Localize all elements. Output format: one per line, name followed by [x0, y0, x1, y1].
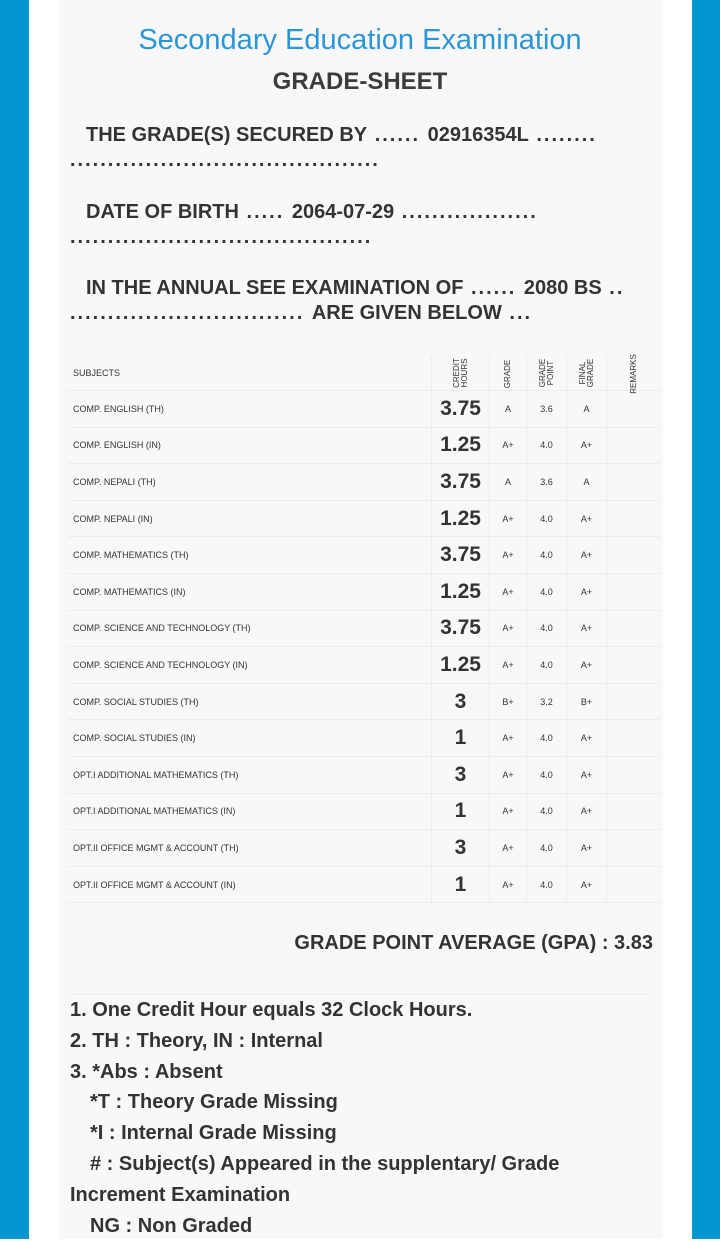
grade-point-cell: 4.0	[527, 500, 567, 537]
remarks-cell	[607, 866, 661, 903]
right-border	[692, 0, 720, 1239]
grade-point-cell: 4.0	[527, 647, 567, 684]
grade-cell: A+	[490, 500, 527, 537]
given-below-label: ARE GIVEN BELOW	[311, 302, 502, 324]
note: 1. One Credit Hour equals 32 Clock Hours.	[70, 999, 473, 1021]
remarks-cell	[607, 756, 661, 793]
credit-hours-cell: 1.25	[432, 500, 490, 537]
credit-hours-cell: 3	[432, 683, 490, 720]
grade-cell: A+	[490, 793, 527, 830]
credit-hours-cell: 3	[432, 830, 490, 867]
credit-hours-cell: 1	[432, 866, 490, 903]
subject-cell: COMP. ENGLISH (IN)	[68, 427, 432, 464]
grade-cell: A+	[490, 647, 527, 684]
subject-cell: COMP. SOCIAL STUDIES (IN)	[68, 720, 432, 757]
grade-cell: A	[490, 391, 527, 428]
subject-cell: OPT.I ADDITIONAL MATHEMATICS (IN)	[68, 793, 432, 830]
remarks-cell	[607, 537, 661, 574]
grade-cell: A+	[490, 720, 527, 757]
grade-cell: A+	[490, 537, 527, 574]
table-row	[68, 537, 660, 574]
table-row	[68, 391, 660, 428]
grade-point-cell: 4.0	[527, 573, 567, 610]
final-grade-cell: A+	[567, 830, 607, 867]
grade-point-cell: 3.6	[527, 464, 567, 501]
subject-cell: COMP. ENGLISH (TH)	[68, 391, 432, 428]
final-grade-cell: A+	[567, 500, 607, 537]
table-header	[68, 355, 660, 391]
table-row	[68, 866, 660, 903]
table-row	[68, 427, 660, 464]
header-subjects: SUBJECTS	[68, 355, 432, 391]
final-grade-cell: A	[567, 391, 607, 428]
table-row	[68, 720, 660, 757]
left-border	[0, 0, 29, 1239]
table-row	[68, 830, 660, 867]
grade-point-cell: 4.0	[527, 610, 567, 647]
subject-cell: COMP. SCIENCE AND TECHNOLOGY (TH)	[68, 610, 432, 647]
symbol-number: 02916354L	[427, 124, 529, 146]
note: NG : Non Graded	[90, 1214, 253, 1237]
table-row	[68, 683, 660, 720]
secured-line: THE GRADE(S) SECURED BY ...... 02916354L ........	[86, 124, 597, 146]
note: Increment Examination	[70, 1183, 291, 1206]
grade-point-cell: 3.6	[527, 391, 567, 428]
credit-hours-cell: 1	[432, 720, 490, 757]
grade-point-cell: 4.0	[527, 537, 567, 574]
subject-cell: COMP. MATHEMATICS (IN)	[68, 573, 432, 610]
dob-value: 2064-07-29	[291, 201, 395, 223]
subject-cell: COMP. SOCIAL STUDIES (TH)	[68, 683, 432, 720]
header-grade-point: GRADE POINT	[527, 355, 567, 391]
notes-list	[70, 994, 650, 1241]
header-credit-hours: CREDIT HOURS	[432, 355, 490, 391]
final-grade-cell: A+	[567, 793, 607, 830]
remarks-cell	[607, 647, 661, 684]
subject-cell: OPT.II OFFICE MGMT & ACCOUNT (TH)	[68, 830, 432, 867]
dotted-line: .........................................	[70, 149, 380, 171]
header-final-grade: FINAL GRADE	[567, 355, 607, 391]
grade-point-cell: 4.0	[527, 830, 567, 867]
remarks-cell	[607, 793, 661, 830]
credit-hours-cell: 3.75	[432, 464, 490, 501]
remarks-cell	[607, 720, 661, 757]
final-grade-cell: A+	[567, 573, 607, 610]
secured-label: THE GRADE(S) SECURED BY	[86, 124, 368, 146]
given-below-line: ............................... ARE GIVEN BELOW ...	[70, 302, 533, 324]
grade-point-cell: 4.0	[527, 427, 567, 464]
grade-point-cell: 4.0	[527, 793, 567, 830]
page-subtitle: GRADE-SHEET	[272, 68, 448, 95]
note: # : Subject(s) Appeared in the supplentary/ Grade	[90, 1152, 560, 1175]
grade-cell: A	[490, 464, 527, 501]
dotted-line: ........................................	[70, 226, 373, 248]
dob-line: DATE OF BIRTH ..... 2064-07-29 ..................	[86, 201, 538, 223]
credit-hours-cell: 3.75	[432, 610, 490, 647]
final-grade-cell: A+	[567, 866, 607, 903]
remarks-cell	[607, 464, 661, 501]
grade-point-cell: 4.0	[527, 756, 567, 793]
credit-hours-cell: 3.75	[432, 391, 490, 428]
exam-year: 2080 BS	[523, 277, 602, 299]
final-grade-cell: A+	[567, 427, 607, 464]
table-row	[68, 573, 660, 610]
final-grade-cell: A+	[567, 756, 607, 793]
dob-label: DATE OF BIRTH	[86, 201, 239, 223]
final-grade-cell: A+	[567, 647, 607, 684]
page-title: Secondary Education Examination	[138, 24, 582, 56]
final-grade-cell: A+	[567, 720, 607, 757]
credit-hours-cell: 1.25	[432, 427, 490, 464]
exam-line: IN THE ANNUAL SEE EXAMINATION OF ...... 2080 BS ..	[86, 277, 625, 299]
note: 2. TH : Theory, IN : Internal	[70, 1029, 323, 1052]
grade-point-cell: 4.0	[527, 866, 567, 903]
remarks-cell	[607, 391, 661, 428]
subject-cell: COMP. NEPALI (TH)	[68, 464, 432, 501]
final-grade-cell: A+	[567, 537, 607, 574]
grades-table	[68, 355, 660, 903]
subject-cell: COMP. SCIENCE AND TECHNOLOGY (IN)	[68, 647, 432, 684]
grade-cell: A+	[490, 573, 527, 610]
credit-hours-cell: 1.25	[432, 573, 490, 610]
final-grade-cell: A+	[567, 610, 607, 647]
remarks-cell	[607, 573, 661, 610]
credit-hours-cell: 3.75	[432, 537, 490, 574]
grade-cell: A+	[490, 866, 527, 903]
table-row	[68, 647, 660, 684]
grade-cell: A+	[490, 756, 527, 793]
grade-cell: A+	[490, 610, 527, 647]
grade-cell: B+	[490, 683, 527, 720]
table-row	[68, 610, 660, 647]
subject-cell: COMP. MATHEMATICS (TH)	[68, 537, 432, 574]
remarks-cell	[607, 427, 661, 464]
grade-point-cell: 4.0	[527, 720, 567, 757]
note: *I : Internal Grade Missing	[90, 1122, 337, 1145]
grade-point-cell: 3.2	[527, 683, 567, 720]
table-row	[68, 793, 660, 830]
subject-cell: OPT.II OFFICE MGMT & ACCOUNT (IN)	[68, 866, 432, 903]
table-row	[68, 464, 660, 501]
credit-hours-cell: 1.25	[432, 647, 490, 684]
remarks-cell	[607, 830, 661, 867]
header-remarks: REMARKS	[607, 355, 661, 391]
remarks-cell	[607, 610, 661, 647]
credit-hours-cell: 1	[432, 793, 490, 830]
note: 3. *Abs : Absent	[70, 1060, 223, 1083]
subject-cell: OPT.I ADDITIONAL MATHEMATICS (TH)	[68, 756, 432, 793]
note: *T : Theory Grade Missing	[90, 1091, 338, 1114]
subject-cell: COMP. NEPALI (IN)	[68, 500, 432, 537]
gpa-summary: GRADE POINT AVERAGE (GPA) : 3.83	[294, 932, 653, 954]
grade-cell: A+	[490, 830, 527, 867]
table-row	[68, 756, 660, 793]
table-row	[68, 500, 660, 537]
credit-hours-cell: 3	[432, 756, 490, 793]
grade-cell: A+	[490, 427, 527, 464]
final-grade-cell: B+	[567, 683, 607, 720]
remarks-cell	[607, 683, 661, 720]
final-grade-cell: A	[567, 464, 607, 501]
remarks-cell	[607, 500, 661, 537]
exam-label: IN THE ANNUAL SEE EXAMINATION OF	[86, 277, 464, 299]
header-grade: GRADE	[490, 355, 527, 391]
